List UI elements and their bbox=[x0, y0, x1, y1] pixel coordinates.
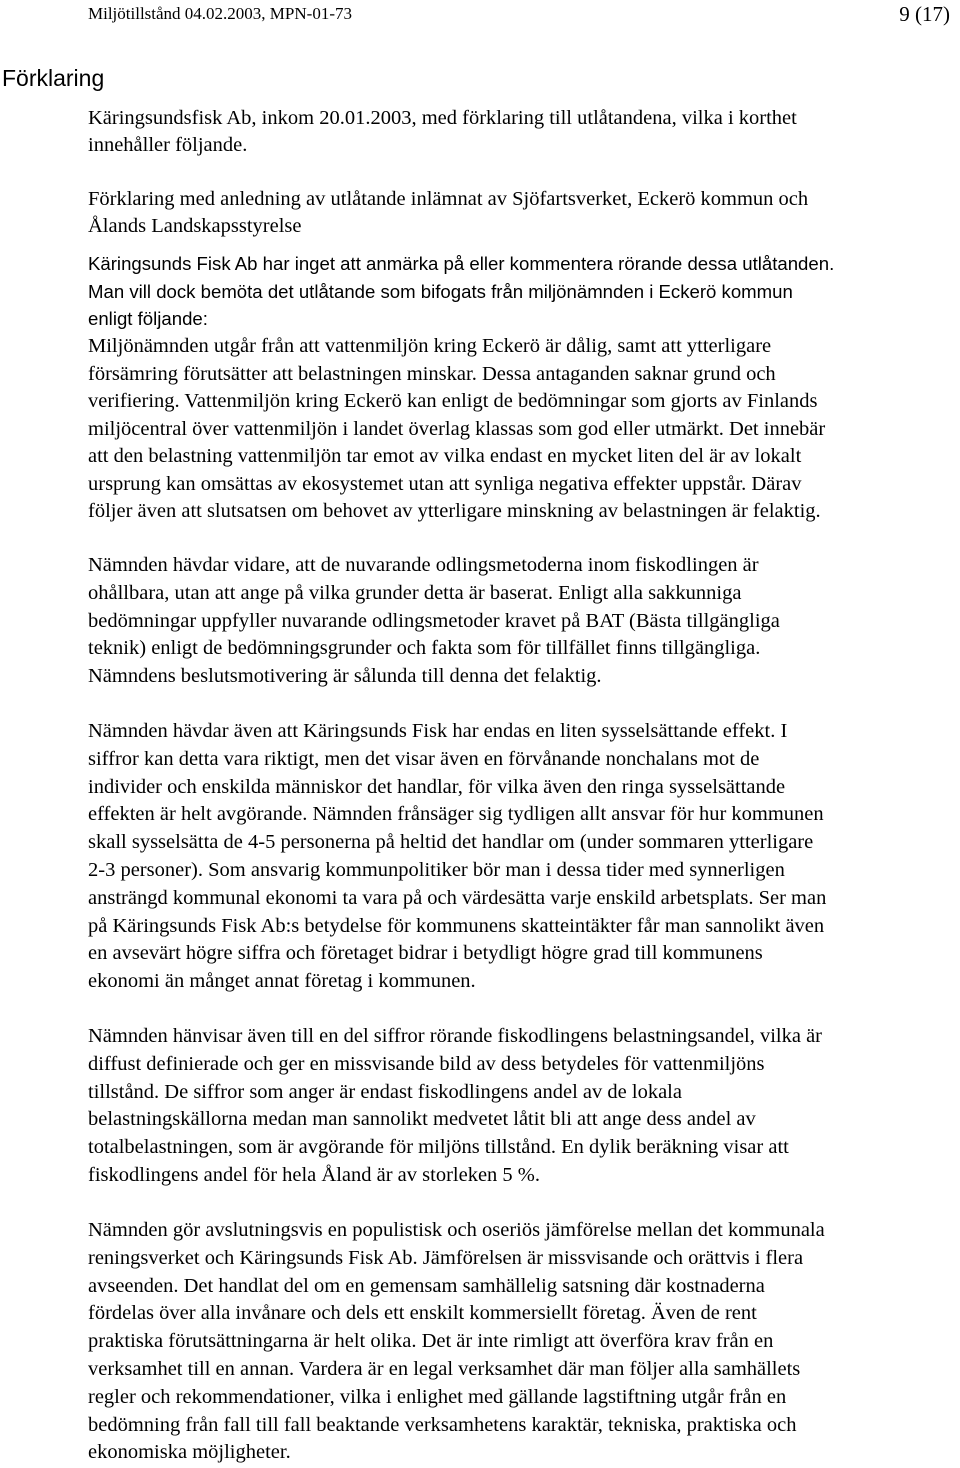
paragraph-5 bbox=[88, 1217, 948, 1467]
text-line: teknik) enligt de bedömningsgrunder och fakta som för tillfället finns tillgängliga. bbox=[88, 637, 761, 660]
text-line: Ålands Landskapsstyrelse bbox=[88, 215, 302, 237]
text-line: Käringsundsfisk Ab, inkom 20.01.2003, med förklaring till utlåtandena, vilka i korthet bbox=[88, 107, 797, 129]
text-line: en avsevärt högre siffra och företaget bidrar i betydligt högre grad till kommunens bbox=[88, 942, 763, 965]
text-line: avseenden. Det handlat del om en gemensam samhällelig satsning där kostnaderna bbox=[88, 1274, 765, 1297]
text-line: fördelas över alla invånare och dels ett enskilt kommersiellt företag. Även de rent bbox=[88, 1302, 757, 1325]
text-line: miljöcentral över vattenmiljön i landet överlag klassas som god eller utmärkt. Det innebär bbox=[88, 417, 826, 440]
text-line: Miljönämnden utgår från att vattenmiljön kring Eckerö är dålig, samt att ytterligare bbox=[88, 335, 772, 357]
paragraph-2 bbox=[88, 552, 948, 691]
text-line: på Käringsunds Fisk Ab:s betydelse för kommunens skatteintäkter får man sannolikt även bbox=[88, 914, 825, 937]
text-line: bedömning från fall till fall beaktande verksamhetens karaktär, tekniska, praktiska och bbox=[88, 1413, 797, 1436]
text-line: ekonomi än månget annat företag i kommunen. bbox=[88, 970, 476, 993]
text-line: Nämndens beslutsmotivering är sålunda till denna det felaktig. bbox=[88, 665, 602, 688]
text-line: följer även att slutsatsen om behovet av ytterligare minskning av belastningen är felaktig. bbox=[88, 500, 821, 522]
text-line: reningsverket och Käringsunds Fisk Ab. Jämförelsen är missvisande och orättvis i flera bbox=[88, 1246, 804, 1269]
text-line: Nämnden hävdar vidare, att de nuvarande odlingsmetoderna inom fiskodlingen är bbox=[88, 554, 759, 576]
text-line: siffror kan detta vara riktigt, men det visar även en förvånande nonchalans mot de bbox=[88, 747, 760, 770]
text-line: praktiska förutsättningarna är helt olika. Det är inte rimligt att överföra krav från en bbox=[88, 1330, 774, 1353]
page-number: 9 (17) bbox=[899, 2, 950, 26]
text-line: Man vill dock bemöta det utlåtande som bifogats från miljönämnden i Eckerö kommun bbox=[88, 280, 793, 302]
text-line: ohållbara, utan att ange på vilka grunder detta är baserat. Enligt alla sakkunniga bbox=[88, 581, 742, 604]
text-line: skall sysselsätta de 4-5 personerna på heltid det handlar om (under sommaren ytterligare bbox=[88, 831, 814, 854]
text-line: försämring förutsätter att belastningen minskar. Dessa antaganden saknar grund och bbox=[88, 362, 776, 385]
text-line: Käringsunds Fisk Ab har inget att anmärka på eller kommentera rörande dessa utlåtanden. bbox=[88, 253, 835, 274]
text-line: bedömningar uppfyller nuvarande odlingsmetoder kravet på BAT (Bästa tillgängliga bbox=[88, 609, 780, 632]
text-line: Nämnden hänvisar även till en del siffror rörande fiskodlingens belastningsandel, vilka är bbox=[88, 1025, 822, 1047]
text-line: Nämnden gör avslutningsvis en populistisk och oseriös jämförelse mellan det kommunala bbox=[88, 1219, 825, 1241]
text-line: effekten är helt avgörande. Nämnden frånsäger sig tydligen allt ansvar för hur kommunen bbox=[88, 803, 824, 826]
text-line: ursprung kan omsättas av ekosystemet utan att synliga negativa effekter uppstår. Därav bbox=[88, 472, 802, 495]
text-line: innehåller följande. bbox=[88, 134, 248, 156]
text-line: att den belastning vattenmiljön tar emot av vilka endast en mycket liten del är av lokalt bbox=[88, 445, 802, 467]
paragraph-4 bbox=[88, 1023, 948, 1190]
text-line: regler och rekommendationer, vilka i enlighet med gällande lagstiftning utgår från en bbox=[88, 1385, 787, 1408]
text-line: Nämnden hävdar även att Käringsunds Fisk har endas en liten sysselsättande effekt. I bbox=[88, 720, 788, 742]
text-line: enligt följande: bbox=[88, 308, 208, 329]
text-line: ansträngd kommunal ekonomi ta vara på och värdesätta varje enskild arbetsplats. Ser man bbox=[88, 886, 827, 909]
subheading bbox=[88, 186, 938, 240]
text-line: belastningskällorna medan man sannolikt medvetet låtit bli att ange dess andel av bbox=[88, 1108, 756, 1131]
page-header-left: Miljötillstånd 04.02.2003, MPN-01-73 bbox=[88, 4, 352, 23]
text-line: individer och enskilda människor det handlar, för vilka även den ringa sysselsättande bbox=[88, 775, 786, 798]
paragraph-3 bbox=[88, 718, 948, 996]
text-line: verksamhet till en annan. Vardera är en legal verksamhet där man följer alla samhällets bbox=[88, 1357, 801, 1380]
paragraph-1-continued bbox=[88, 333, 948, 526]
text-line: ekonomiska möjligheter. bbox=[88, 1441, 291, 1464]
section-heading: Förklaring bbox=[2, 65, 105, 91]
text-line: diffust definierade och ger en missvisande bild av dess betydeles för vattenmiljöns bbox=[88, 1052, 765, 1075]
text-line: fiskodlingens andel för hela Åland är av storleken 5 %. bbox=[88, 1163, 541, 1186]
intro-paragraph bbox=[88, 105, 938, 159]
paragraph-1 bbox=[88, 250, 948, 333]
text-line: totalbelastningen, som är avgörande för miljöns tillstånd. En dylik beräkning visar att bbox=[88, 1136, 789, 1159]
text-line: Förklaring med anledning av utlåtande inlämnat av Sjöfartsverket, Eckerö kommun och bbox=[88, 188, 809, 210]
text-line: verifiering. Vattenmiljön kring Eckerö kan enligt de bedömningar som gjorts av Finlands bbox=[88, 390, 818, 412]
text-line: tillstånd. De siffror som anger är endast fiskodlingens andel av de lokala bbox=[88, 1080, 682, 1103]
text-line: 2-3 personer). Som ansvarig kommunpolitiker bör man i dessa tider med synnerligen bbox=[88, 858, 785, 881]
